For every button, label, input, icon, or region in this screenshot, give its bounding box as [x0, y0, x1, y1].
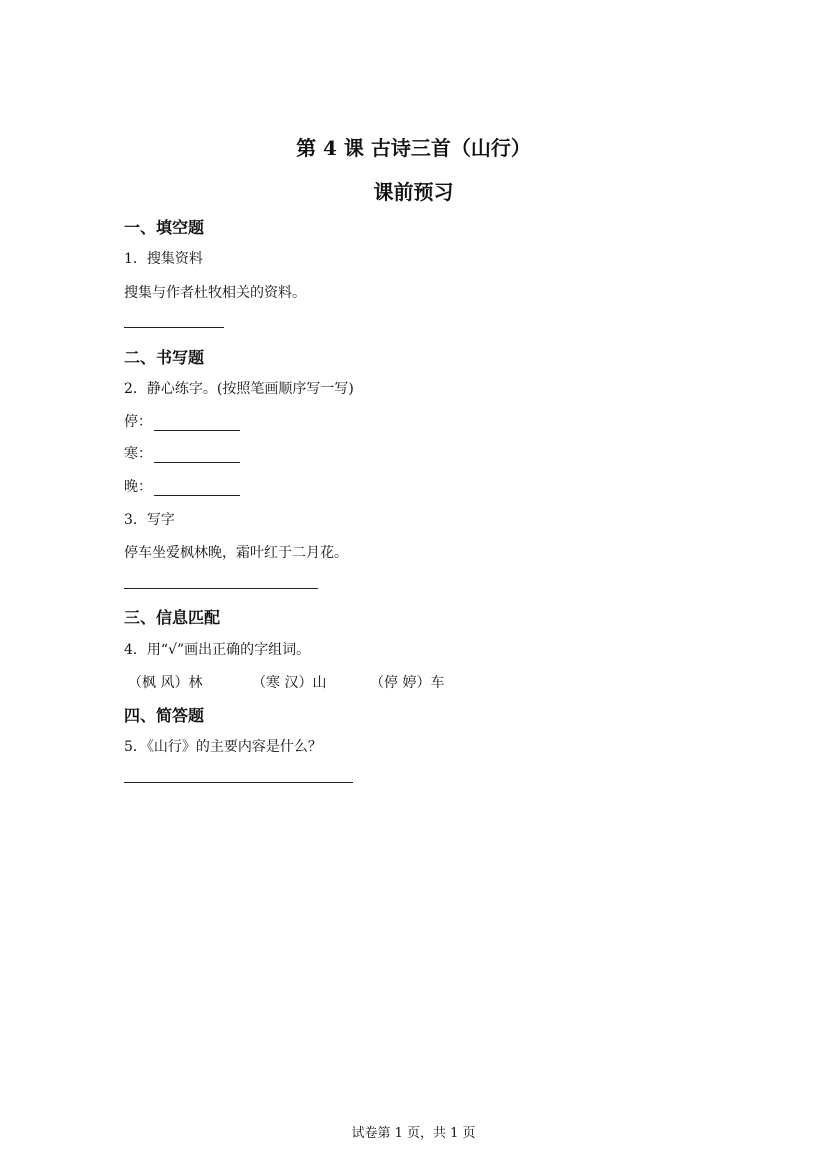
question-1-answer-line[interactable] — [124, 327, 224, 328]
question-3-prompt: 停车坐爱枫林晚，霜叶红于二月花。 — [124, 545, 348, 561]
question-2-char-row — [124, 443, 240, 463]
section-heading-writing: 二、书写题 — [124, 348, 205, 367]
page-title: 第 4 课 古诗三首（山行） — [296, 136, 531, 160]
question-2-char-label: 停： — [124, 414, 152, 430]
section-heading-matching: 三、信息匹配 — [124, 608, 221, 627]
question-4-choice[interactable]: （停 婷）车 — [370, 675, 445, 691]
question-3-title: 3．写字 — [124, 512, 175, 528]
page-subtitle: 课前预习 — [373, 180, 454, 204]
section-heading-short-answer: 四、简答题 — [124, 706, 205, 725]
question-2-char-row — [124, 411, 240, 431]
page-footer: 试卷第 1 页，共 1 页 — [351, 1126, 476, 1141]
section-heading-fill-in: 一、填空题 — [124, 218, 205, 237]
question-2-char-blank[interactable] — [154, 448, 240, 463]
question-2-char-blank[interactable] — [154, 416, 240, 431]
question-2-title: 2．静心练字。(按照笔画顺序写一写) — [124, 381, 354, 397]
question-2-char-row — [124, 476, 240, 496]
question-4-choice[interactable]: （枫 风）林 — [128, 675, 203, 691]
question-2-char-blank[interactable] — [154, 481, 240, 496]
question-5-title: 5．《山行》的主要内容是什么？ — [124, 739, 322, 755]
question-2-char-label: 寒： — [124, 446, 152, 462]
question-1-title: 1．搜集资料 — [124, 251, 203, 267]
question-3-answer-line[interactable] — [124, 588, 318, 589]
question-5-answer-line[interactable] — [124, 782, 353, 783]
question-4-choice[interactable]: （寒 汉）山 — [252, 675, 327, 691]
question-4-title: 4．用“√”画出正确的字组词。 — [124, 642, 311, 658]
question-1-prompt: 搜集与作者杜牧相关的资料。 — [124, 285, 306, 301]
question-2-char-label: 晚： — [124, 479, 152, 495]
